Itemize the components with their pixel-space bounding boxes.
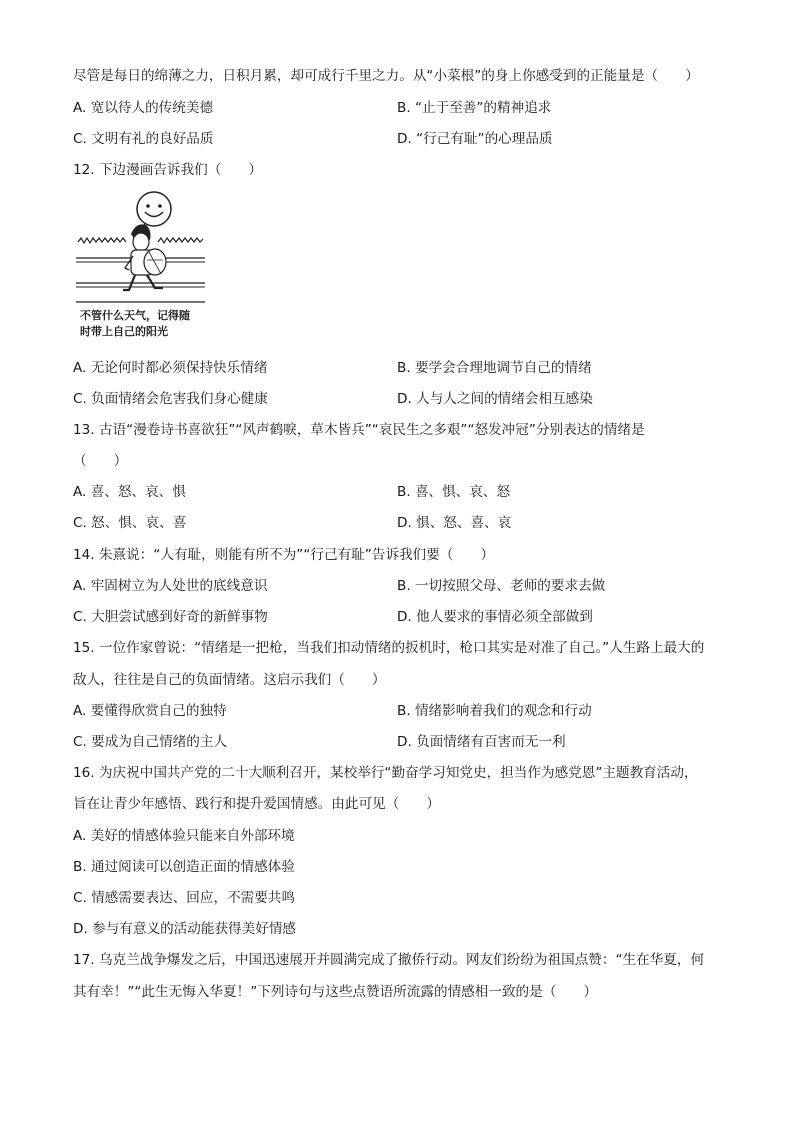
q14-option-a: A. 牢固树立为人处世的底线意识 [73,578,268,594]
q14-option-d: D. 他人要求的事情必须全部做到 [397,609,593,625]
q17-stem-line-2: 其有幸！”“此生无悔入华夏！”下列诗句与这些点赞语所流露的情感相一致的是（ ） [73,984,598,1000]
q11-option-d: D. “行己有耻”的心理品质 [397,131,553,147]
q13-option-c: C. 怒、惧、哀、喜 [73,515,187,531]
q16-option-a: A. 美好的情感体验只能来自外部环境 [73,828,295,844]
q13-option-d: D. 惧、怒、喜、哀 [397,515,512,531]
comic-caption-line-1: 不管什么天气，记得随 [80,309,190,322]
intro-text: 尽管是每日的绵薄之力，日积月累，却可成行千里之力。从“小菜根”的身上你感受到的正能量是（ ） [73,68,699,84]
q12-option-a: A. 无论何时都必须保持快乐情绪 [73,360,268,376]
q17-stem-line-1: 17. 乌克兰战争爆发之后，中国迅速展开并圆满完成了撤侨行动。网友们纷纷为祖国点赞：“生在华夏，何 [73,952,705,968]
q11-option-a: A. 宽以待人的传统美德 [73,100,214,116]
q14-option-b: B. 一切按照父母、老师的要求去做 [397,578,606,594]
comic-caption-line-2: 时带上自己的阳光 [80,325,168,338]
q11-option-b: B. “止于至善”的精神追求 [397,100,552,116]
q13-option-b: B. 喜、惧、哀、怒 [397,484,511,500]
q15-option-a: A. 要懂得欣赏自己的独特 [73,703,227,719]
comic-caption [80,308,190,340]
q14-stem: 14. 朱熹说：“人有耻，则能有所不为”“行己有耻”告诉我们要（ ） [73,547,495,563]
q12-option-b: B. 要学会合理地调节自己的情绪 [397,360,592,376]
q16-stem-line-1: 16. 为庆祝中国共产党的二十大顺利召开，某校举行“勤奋学习知党史，担当作为感党恩”主题教育活动， [73,765,698,781]
q16-stem-line-2: 旨在让青少年感悟、践行和提升爱国情感。由此可见（ ） [73,796,441,812]
q13-stem-line-1: 13. 古语“漫卷诗书喜欲狂”“风声鹤唳，草木皆兵”“哀民生之多艰”“怒发冲冠”分别表达的情绪是 [73,422,645,438]
q16-option-d: D. 参与有意义的活动能获得美好情感 [73,921,297,937]
q15-option-d: D. 负面情绪有百害而无一利 [397,734,566,750]
q15-option-c: C. 要成为自己情绪的主人 [73,734,228,750]
q12-option-d: D. 人与人之间的情绪会相互感染 [397,391,593,407]
q15-stem-line-1: 15. 一位作家曾说：“情绪是一把枪，当我们扣动情绪的扳机时，枪口其实是对准了自己。”人生路上最大的 [73,640,705,656]
q16-option-b: B. 通过阅读可以创造正面的情感体验 [73,859,295,875]
q15-stem-line-2: 敌人，往往是自己的负面情绪。这启示我们（ ） [73,672,386,688]
q15-option-b: B. 情绪影响着我们的观念和行动 [397,703,592,719]
q11-option-c: C. 文明有礼的良好品质 [73,131,214,147]
q13-option-a: A. 喜、怒、哀、惧 [73,484,186,500]
q12-stem: 12. 下边漫画告诉我们（ ） [73,162,263,178]
q14-option-c: C. 大胆尝试感到好奇的新鲜事物 [73,609,268,625]
q12-option-c: C. 负面情绪会危害我们身心健康 [73,391,268,407]
q13-stem-line-2: （ ） [73,453,128,469]
q16-option-c: C. 情感需要表达、回应，不需要共鸣 [73,890,296,906]
